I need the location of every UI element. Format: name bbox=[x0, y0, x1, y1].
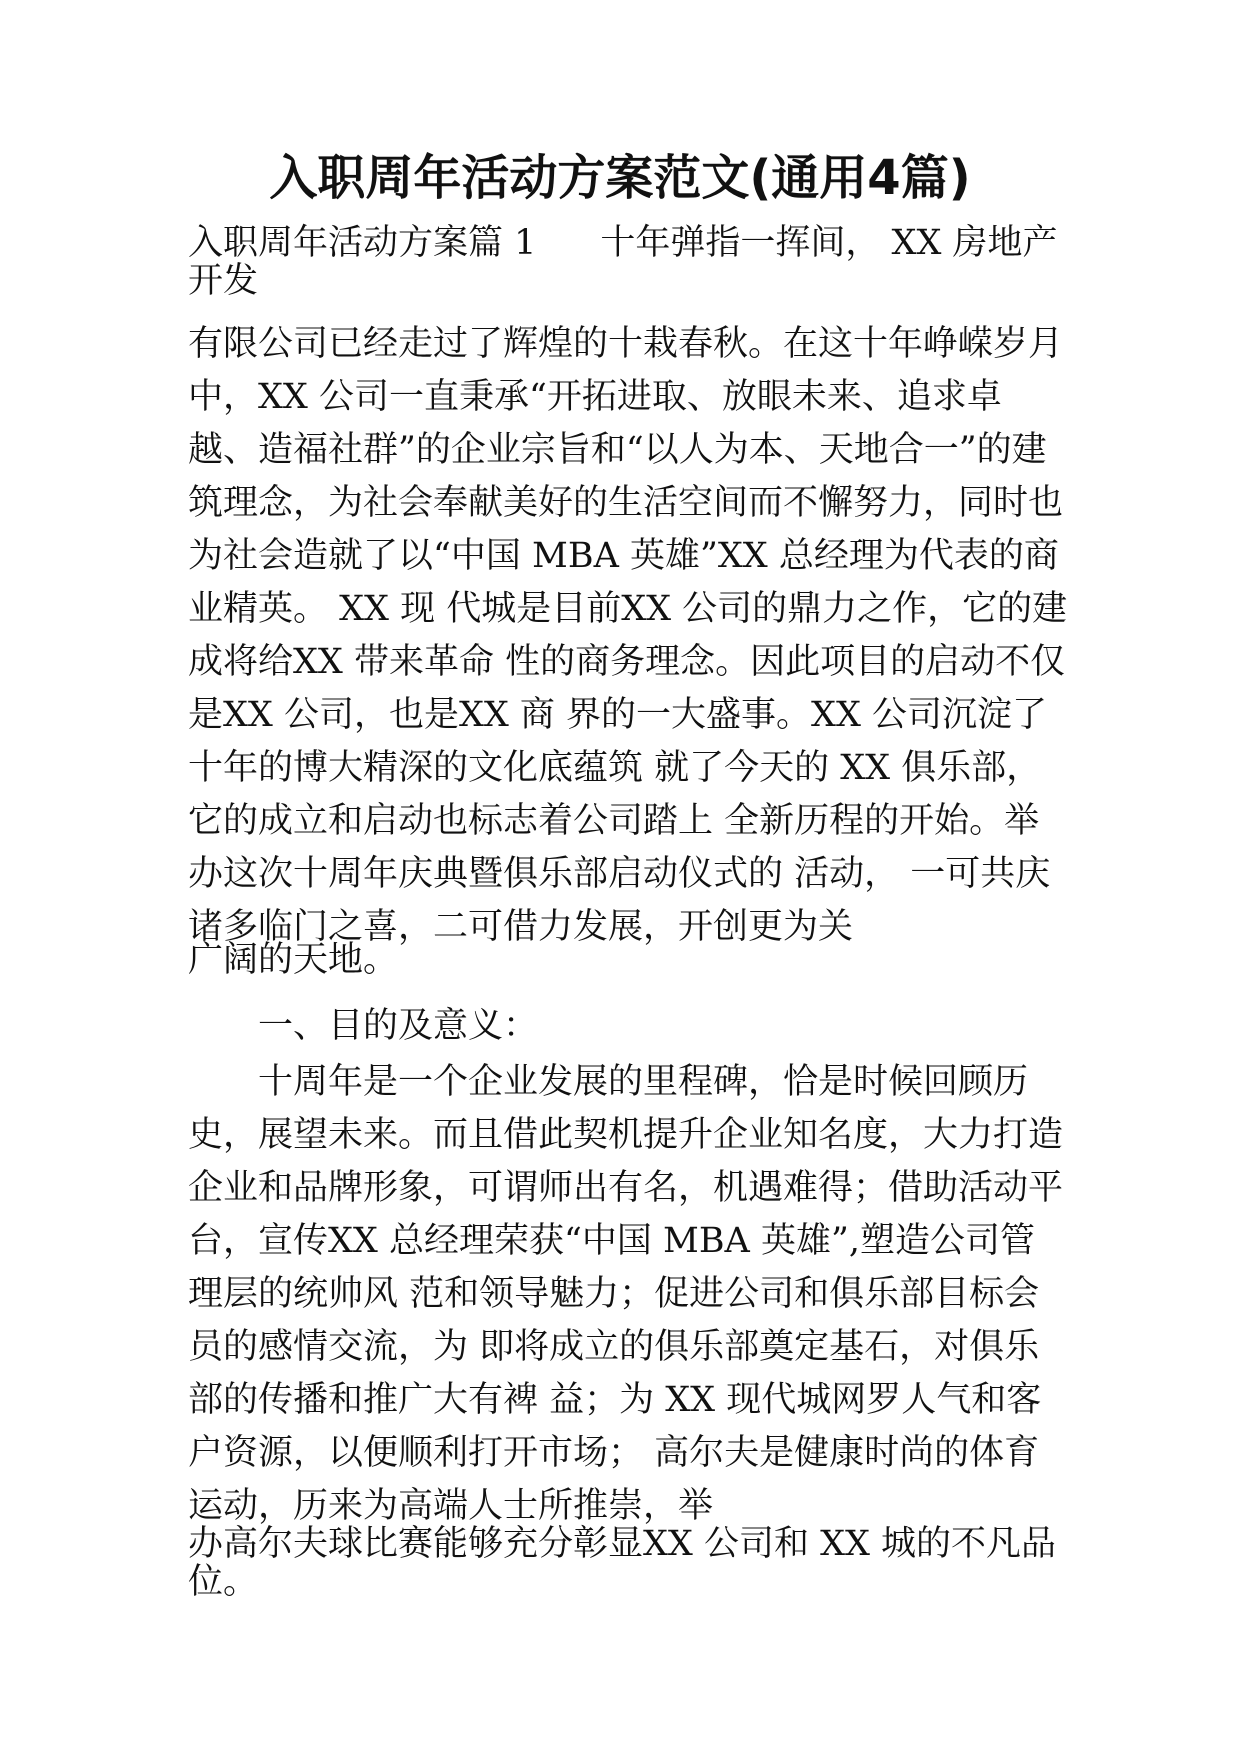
paragraph-main: 有限公司已经走过了辉煌的十栽春秋。在这十年峥嵘岁月中，XX 公司一直秉承“开拓进取、放眼未来、追求卓越、造福社群”的企业宗旨和“以人为本、天地合一”的建筑理念，为社会奉献美好的生活空间而不懈努力，同时也为社会造就了以“中国 MBA 英雄”XX 总经理为代表的商业精英。 XX 现 代城是目前XX 公司的鼎力之作，它的建成将给XX 带来革命 性的商务理念。因此项目的启动不仅是XX 公司，也是XX 商 界的一大盛事。XX 公司沉淀了十年的博大精深的文化底蕴筑 就了今天的 XX 俱乐部，它的成立和启动也标志着公司踏上 全新历程的开始。举办这次十周年庆典暨俱乐部启动仪式的 活动， 一可共庆诸多临门之喜，二可借力发展，开创更为关 bbox=[188, 324, 1068, 947]
paragraph-last: 办高尔夫球比赛能够充分彰显XX 公司和 XX 城的不凡品位。 bbox=[188, 1524, 1057, 1602]
paragraph-main-tail: 广阔的天地。 bbox=[188, 940, 399, 980]
document-title: 入职周年活动方案范文(通用4篇) bbox=[269, 150, 971, 206]
intro-line bbox=[188, 224, 1068, 300]
paragraph-purpose: 十周年是一个企业发展的里程碑，恰是时候回顾历史，展望未来。而且借此契机提升企业知名度，大力打造企业和品牌形象，可谓师出有名，机遇难得；借助活动平台，宣传XX 总经理荣获“中国 MBA 英雄”,塑造公司管理层的统帅风 范和领导魅力；促进公司和俱乐部目标会员的感情交流，为 即将成立的俱乐部奠定基石，对俱乐部的传播和推广大有裨 益；为 XX 现代城网罗人气和客户资源，以便顺利打开市场； 高尔夫是健康时尚的体育运动，历来为高端人士所推崇，举 bbox=[188, 1062, 1064, 1526]
section-heading: 一、目的及意义： bbox=[258, 1006, 539, 1046]
intro-label: 入职周年活动方案篇 1 bbox=[188, 223, 537, 263]
intro-text: 十年弹指一挥间， XX 房地产开发 bbox=[188, 223, 1058, 301]
